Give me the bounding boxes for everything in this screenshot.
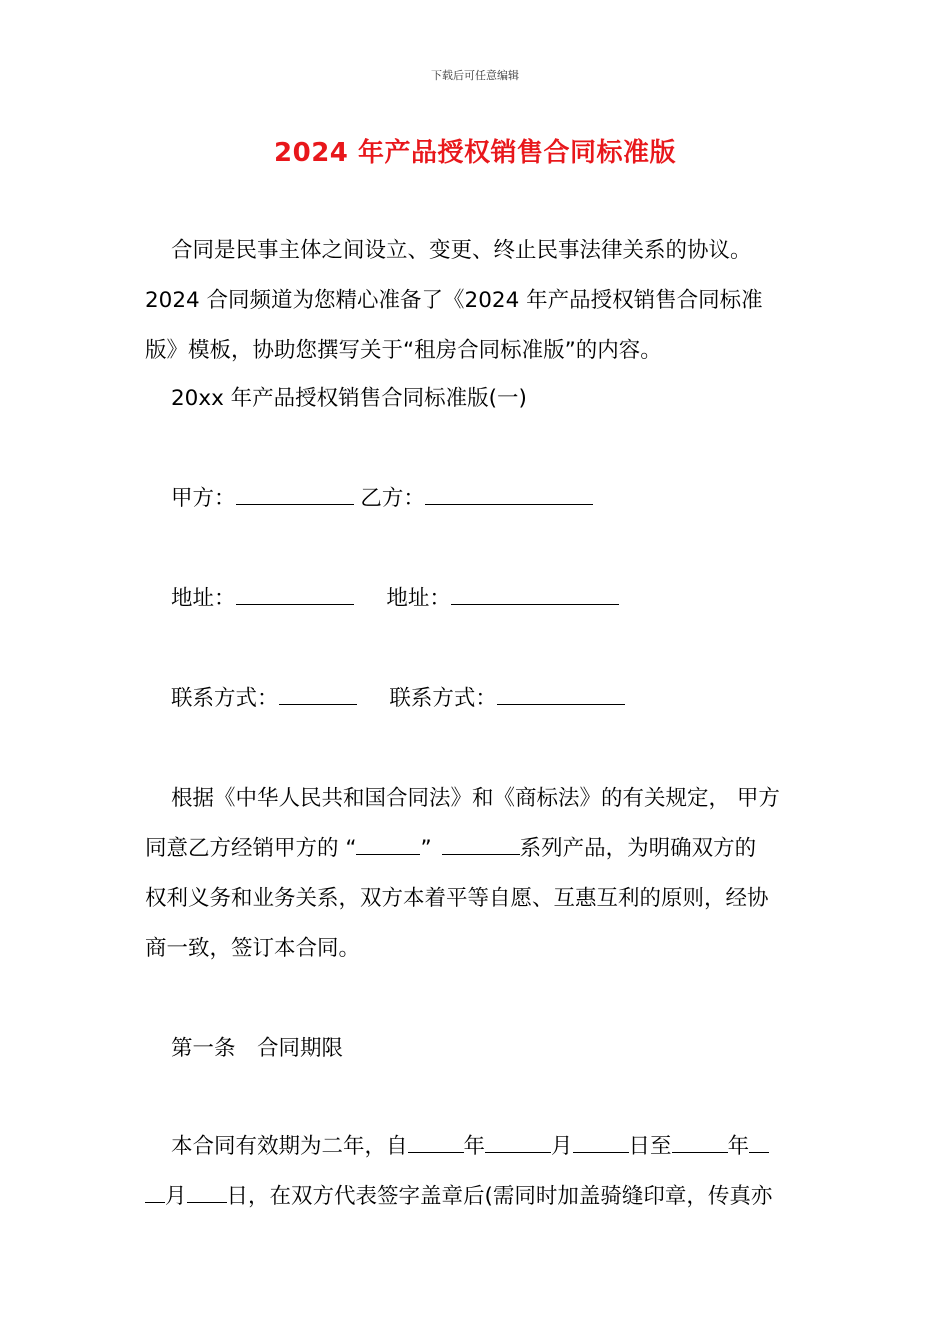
body-paragraph [145,774,810,974]
party-line [171,484,593,514]
party-b-label: 乙方： [360,486,425,511]
body-line-2: 同意乙方经销甲方的 “ ” 系列产品，为明确双方的 [145,836,757,861]
address-b-blank [451,584,619,605]
address-line [171,584,619,614]
party-b-blank [425,484,593,505]
party-a-label: 甲方： [171,486,236,511]
contract-subtitle: 20xx 年产品授权销售合同标准版(一) [171,386,527,411]
term-line-1: 本合同有效期为二年，自 年 月 日至 年 [145,1122,810,1172]
intro-paragraph [145,226,810,376]
header-note: 下载后可任意编辑 [431,69,519,82]
address-b-label: 地址： [386,586,451,611]
body-line-4: 商一致，签订本合同。 [145,936,361,961]
contact-b-blank [497,684,625,705]
intro-line-3: 版》模板，协助您撰写关于“租房合同标准版”的内容。 [145,338,662,363]
document-title: 2024 年产品授权销售合同标准版 [274,138,676,168]
start-month-blank [485,1132,551,1153]
term-line-2: 月 日，在双方代表签字盖章后(需同时加盖骑缝印章，传真亦 [145,1172,810,1222]
contact-a-label: 联系方式： [171,686,279,711]
start-day-blank [573,1132,629,1153]
end-day-blank [187,1182,227,1203]
address-a-label: 地址： [171,586,236,611]
end-year-blank [672,1132,728,1153]
brand-blank [356,834,420,855]
party-a-blank [236,484,354,505]
contact-b-label: 联系方式： [389,686,497,711]
body-line-3: 权利义务和业务关系，双方本着平等自愿、互惠互利的原则，经协 [145,886,769,911]
term-paragraph [145,1122,810,1222]
body-line-1: 根据《中华人民共和国合同法》和《商标法》的有关规定， 甲方 [171,786,780,811]
intro-line-2: 2024 合同频道为您精心准备了《2024 年产品授权销售合同标准 [145,288,763,313]
contact-a-blank [279,684,357,705]
start-year-blank [408,1132,464,1153]
address-a-blank [236,584,354,605]
end-month-blank-part1 [749,1132,769,1153]
contact-line [171,684,625,714]
product-series-blank [442,834,520,855]
end-month-blank-part2 [145,1182,165,1203]
article-1-title: 第一条 合同期限 [171,1036,344,1061]
intro-line-1: 合同是民事主体之间设立、变更、终止民事法律关系的协议。 [171,238,752,263]
